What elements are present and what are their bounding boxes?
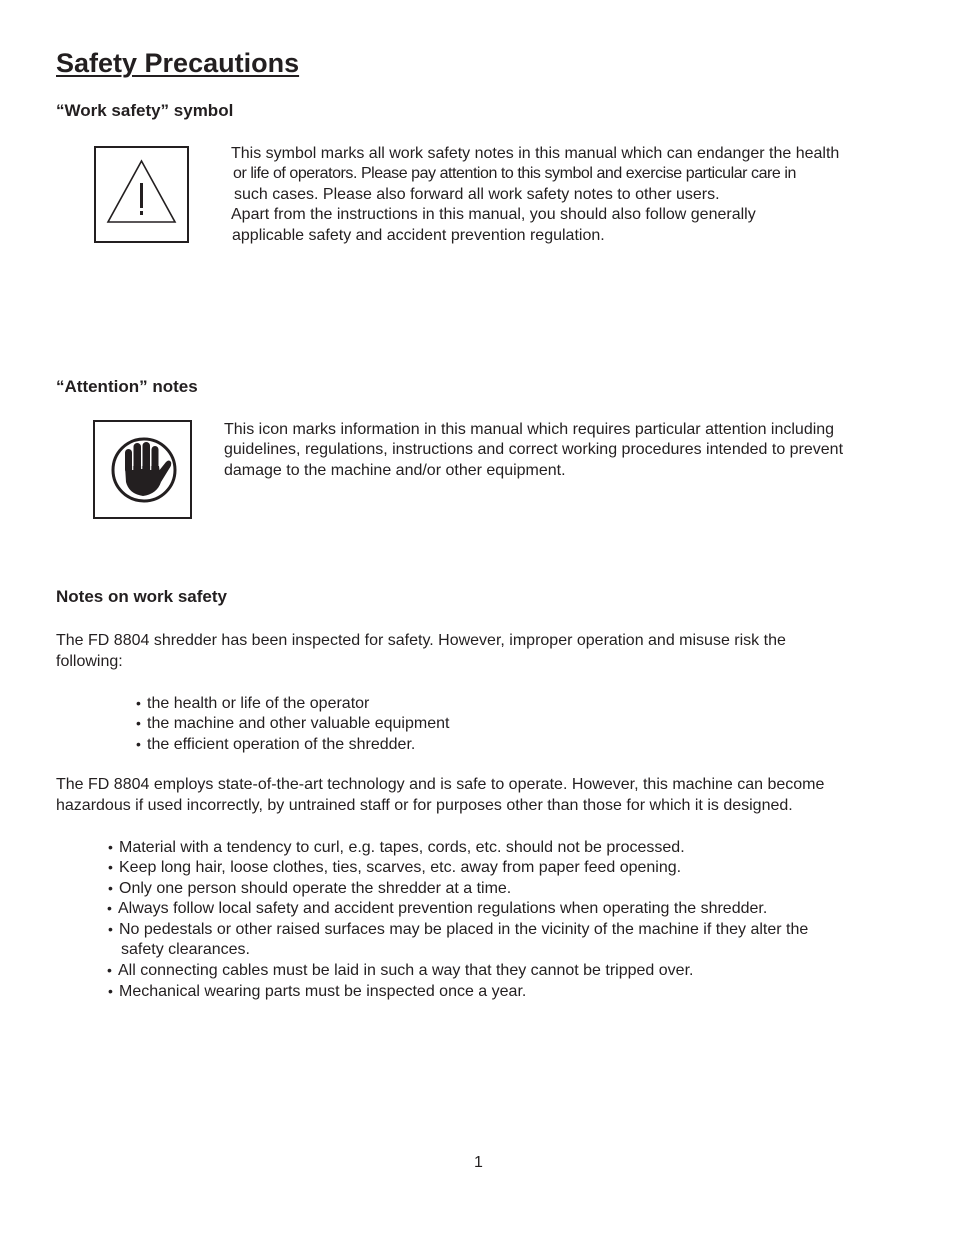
notes-heading: Notes on work safety [56, 587, 227, 606]
rule-item-continuation: safety clearances. [121, 941, 250, 958]
stop-hand-icon [95, 422, 190, 517]
work-safety-line-4: Apart from the instructions in this manual, you should also follow generally [231, 206, 756, 223]
work-safety-heading: “Work safety” symbol [56, 101, 234, 120]
warning-triangle-icon [96, 148, 187, 241]
rule-item: • Material with a tendency to curl, e.g. tapes, cords, etc. should not be processed. [108, 837, 685, 858]
risk-item: • the efficient operation of the shredder. [136, 734, 415, 755]
risk-item: • the machine and other valuable equipment [136, 713, 449, 734]
rule-item: • Always follow local safety and accident prevention regulations when operating the shredder. [107, 898, 767, 919]
attention-heading: “Attention” notes [56, 377, 198, 396]
rule-item: • No pedestals or other raised surfaces may be placed in the vicinity of the machine if they alter the [108, 919, 808, 940]
rule-item: • Only one person should operate the shredder at a time. [108, 878, 511, 899]
rule-item: • Keep long hair, loose clothes, ties, scarves, etc. away from paper feed opening. [108, 857, 681, 878]
work-safety-line-3: such cases. Please also forward all work safety notes to other users. [234, 186, 720, 203]
work-safety-symbol-frame [94, 146, 189, 243]
work-safety-line-1: This symbol marks all work safety notes in this manual which can endanger the health [231, 145, 840, 162]
attention-symbol-frame [93, 420, 192, 519]
work-safety-line-2: or life of operators. Please pay attention to this symbol and exercise particular care in [233, 165, 796, 182]
attention-line-1: This icon marks information in this manual which requires particular attention including [224, 421, 835, 438]
page-title: Safety Precautions [56, 48, 300, 78]
work-safety-line-5: applicable safety and accident prevention regulation. [232, 227, 605, 244]
risk-item: • the health or life of the operator [136, 693, 369, 714]
attention-line-3: damage to the machine and/or other equipment. [224, 462, 566, 479]
notes-intro-line-1: The FD 8804 shredder has been inspected for safety. However, improper operation and misuse risk the [56, 632, 786, 649]
notes-second-line-1: The FD 8804 employs state-of-the-art technology and is safe to operate. However, this machine can become [56, 776, 825, 793]
notes-intro-line-2: following: [56, 653, 123, 670]
notes-second-line-2: hazardous if used incorrectly, by untrained staff or for purposes other than those for which it is designed. [56, 797, 793, 814]
attention-line-2: guidelines, regulations, instructions and correct working procedures intended to prevent [224, 441, 844, 458]
rule-item: • Mechanical wearing parts must be inspected once a year. [108, 981, 526, 1002]
page-number: 1 [474, 1154, 483, 1171]
rule-item: • All connecting cables must be laid in such a way that they cannot be tripped over. [107, 960, 693, 981]
